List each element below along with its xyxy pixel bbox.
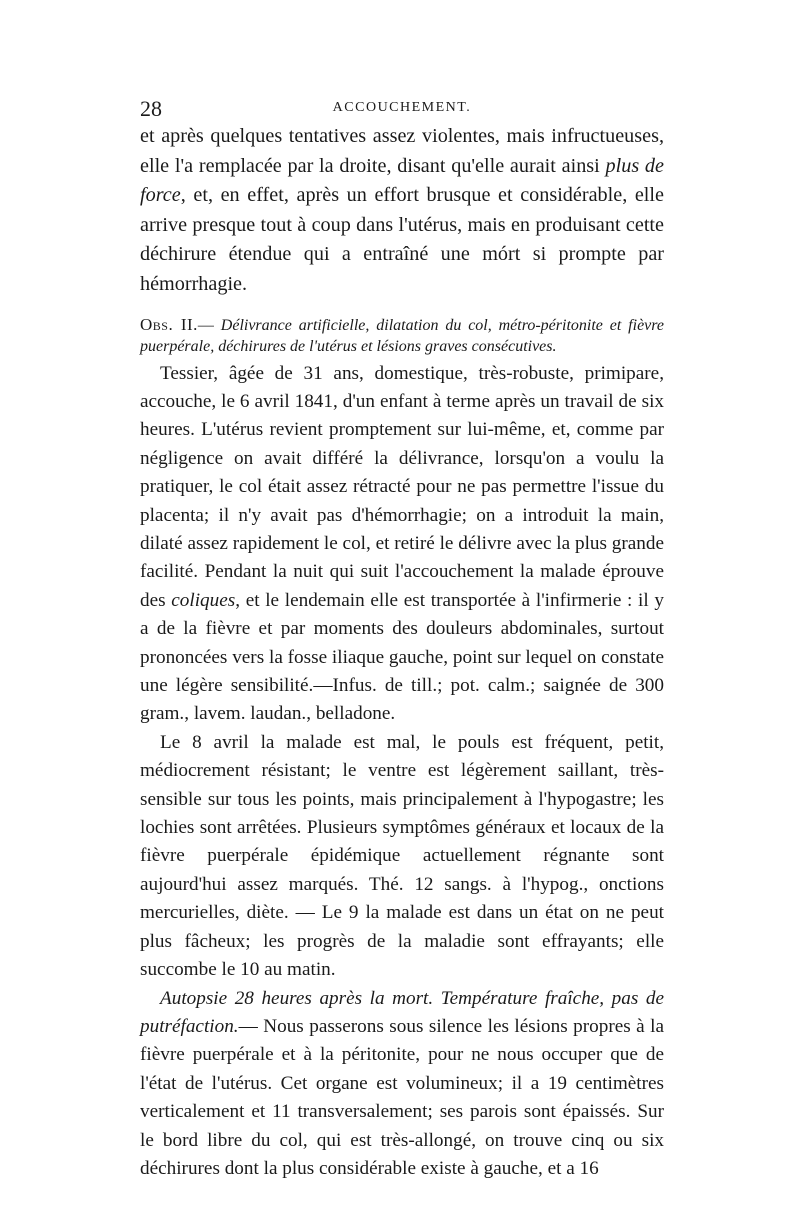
observation-dash: — — [197, 316, 221, 334]
autopsy-text: — Nous passerons sous silence les lésions propres à la fièvre puerpérale et à la péritonite, pour ne nous occuper que de l'état de l'utérus. Cet organe est volumineux; il a 19 centimètres verticalement et 11 transversalement; ses parois sont épaissés. Sur le bord libre du col, qui est très-allongé, on trouve cinq ou six déchirures dont la plus considérable existe à gauche, et a 16 — [140, 1015, 664, 1179]
intro-text-1: et après quelques tentatives assez violentes, mais infructueuses, elle l'a remplacée par la droite, disant qu'elle aurait ainsi — [140, 125, 664, 177]
running-head: ACCOUCHEMENT. — [332, 100, 472, 115]
observation-heading — [140, 314, 664, 357]
intro-emphasis: plus de force — [140, 154, 664, 207]
autopsy-heading: Autopsie 28 heures après la mort. Température fraîche, pas de putréfaction. — [140, 987, 664, 1037]
observation-paragraph-3 — [140, 985, 664, 1184]
paragraph-1-emphasis: coliques — [171, 589, 236, 611]
paragraph-1-text-b: , et le lendemain elle est transportée à l'infirmerie : il y a de la fièvre et par moments des douleurs abdominales, surtout prononcées vers la fosse iliaque gauche, point sur lequel on constate une légère sensibilité.—Infus. de till.; pot. calm.; saignée de 300 gram., lavem. laudan., belladone. — [140, 589, 664, 725]
observation-body — [140, 360, 664, 1184]
intro-text-2: , et, en effet, après un effort brusque et considérable, elle arrive presque tout à coup dans l'utérus, mais en produisant cette déchirure étendue qui a entraîné une mórt si prompte par hémorrhagie. — [140, 184, 664, 295]
page-number: 28 — [140, 96, 162, 121]
paragraph-1-text-a: Tessier, âgée de 31 ans, domestique, très-robuste, primipare, accouche, le 6 avril 1841, d'un enfant à terme après un travail de six heures. L'utérus revient promptement sur lui-même, et, comme par négligence on avait différé la délivrance, lorsqu'on a voulu la pratiquer, le col était assez rétracté pour ne pas permettre l'issue du placenta; il n'y avait pas d'hémorrhagie; on a introduit la main, dilaté assez rapidement le col, et retiré le délivre avec la plus grande facilité. Pendant la nuit qui suit l'accouchement la malade éprouve des — [140, 362, 664, 611]
observation-paragraph-1 — [140, 360, 664, 729]
body-text — [140, 122, 664, 1183]
observation-paragraph-2: Le 8 avril la malade est mal, le pouls est fréquent, petit, médiocrement résistant; le ventre est légèrement saillant, très-sensible sur tous les points, mais principalement à l'hypogastre; les lochies sont arrêtées. Plusieurs symptômes généraux et locaux de la fièvre puerpérale épidémique actuellement régnante sont aujourd'hui assez marqués. Thé. 12 sangs. à l'hypog., onctions mercurielles, diète. — Le 9 la malade est dans un état on ne peut plus fâcheux; les progrès de la maladie sont effrayants; elle succombe le 10 au matin. — [140, 731, 664, 981]
observation-label: Obs. II. — [140, 314, 198, 334]
observation-title: Délivrance artificielle, dilatation du col, métro-péritonite et fièvre puerpérale, déchirures de l'utérus et lésions graves consécutives. — [140, 316, 665, 355]
intro-paragraph — [140, 122, 664, 300]
